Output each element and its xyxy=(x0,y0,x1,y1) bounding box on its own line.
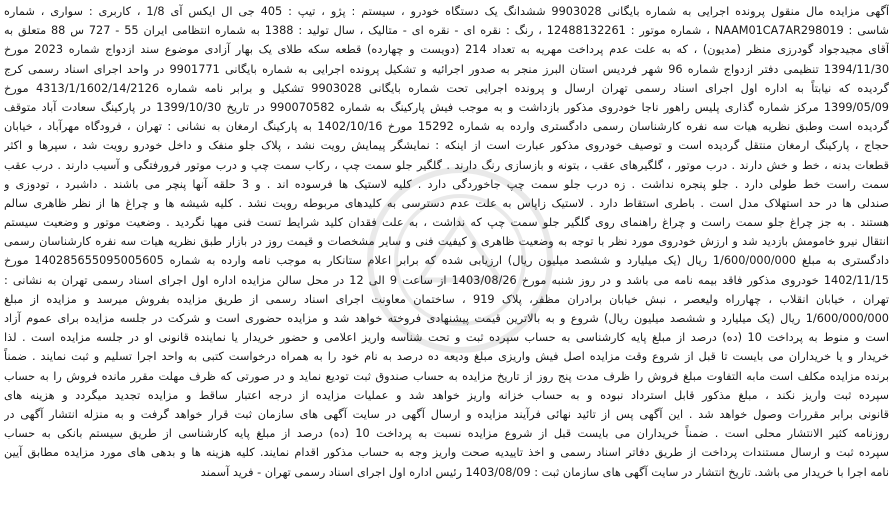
notice-line: روزنامه کثیر الانتشار محلی است . ضمناً خریداران می بایست قبل از شروع مزایده نسبت به پرداخت 10 (ده) درصد از مبلغ پایه کارشناسی از طریق سیستم بانکی به حساب xyxy=(4,427,889,441)
notice-line: انتقال نیرو خامومش بازدید شد و ارزش خودروی مورد نظر با توجه به وضعیت ظاهری و کیفیت فنی و سایر مشخصات و قیمت روز در بازار طبق نظریه هیات سه نفره کارشناسان رسمی xyxy=(4,235,889,249)
notice-line: قانونی برابر مقررات وصول خواهد شد . این آگهی پس از تائید نهائی فرآیند مزایده و ارسال آگهی در سایت آگهی های سازمان ثبت قرار خواهد گرفت و به منزله انتشار آگهی در xyxy=(4,407,889,421)
notice-line: 1/600/000/000 ریال (یک میلیارد و ششصد میلیون ریال) شروع و به بالاترین قیمت پیشنهادی فروخته خواهد شد و مزایده حضوری است و شرکت در جلسه مزایده برای عموم آزاد xyxy=(4,312,889,325)
notice-line: 1394/11/30 تنظیمی دفتر ازدواج شماره 96 شهر فردیس استان البرز منجر به صدور اجرائیه و تشکیل پرونده اجرایی به شماره بایگانی 9901771 در واحد اجرای اسناد رسمی کرج xyxy=(4,62,889,76)
notice-line: حجاج ، پارکینگ ارمغان منتقل گردیده است و توصیف خودروی مذکور عبارت است از اینکه : نمایشگر پیمایش رویت نشد ، پلاک جلو منفک و داخل خودرو رویت شد ، سپرها و اکثر xyxy=(4,139,889,153)
notice-line: خریدار و یا خریداران می بایست تا قبل از شروع وقت مزایده اصل فیش واریزی مبلغ ودیعه ده درصد به نام خود را به همراه درخواست کتبی به واحد اجرا تسلیم و ثبت نمایند . ضمناً xyxy=(4,350,889,364)
notice-line: آقای مجیدجواد گودرزی منظر (مدیون) ، که به علت عدم پرداخت مهریه به تعداد 214 (دویست و چهارده) قطعه سکه طلای یک بهار آزادی موضوع سند ازدواج شماره 2023 مورخ xyxy=(4,43,889,57)
notice-line: نامه اجرا با خریدار می باشد. تاریخ انتشار در سایت آگهی های سازمان ثبت : 1403/08/09 رئیس اداره اول اجرای اسناد رسمی تهران - فرید آسمند xyxy=(200,465,889,479)
notice-line: 1402/11/15 خودروی مذکور فاقد بیمه نامه می باشد و در روز شنبه مورخ 1403/08/26 از ساعت 9 الی 12 در محل سالن مزایده اداره اول اجرای اسناد رسمی تهران به نشانی : xyxy=(4,273,889,287)
notice-line: سپرده ثبت واریز نکند ، مبلغ مذکور قابل استرداد نبوده و به حساب خزانه واریز خواهد شد و عملیات مزایده از درجه اعتبار ساقط و مزایده تجدید میگردد و هزینه های xyxy=(4,388,889,402)
notice-line: است و منوط به پرداخت 10 (ده) درصد از مبلغ پایه کارشناسی به حساب سپرده ثبت و تحت شناسه واریز اعلامی و حضور خریدار یا نماینده قانونی او در جلسه مزایده است . لذا xyxy=(4,331,889,345)
notice-line: گردیده که نیابتاً به اداره اول اجرای اسناد رسمی تهران ارسال و پرونده اجرایی تحت شماره بایگانی 9903028 تشکیل و برابر نامه شماره 4313/1/1602/14/2126 مورخ xyxy=(4,81,889,95)
notice-line: شاسی : NAAM01CA7AR298019 ، شماره موتور : 12488132261 ، رنگ : نقره ای - نقره ای - متالیک ، سال تولید : 1388 به شماره انتظامی ایران 55 - 727 س 88 متعلق به xyxy=(4,24,889,38)
notice-line: قطعات بدنه ، خط و خش دارند . درب موتور ، گلگیرهای عقب ، بتونه و بازسازی رنگ دارند . گلگیر جلو سمت چپ ، رکاب سمت چپ و درب موتور فرورفتگی و آسیب دارند . درب عقب xyxy=(4,158,889,172)
notice-line: 1399/05/09 مرکز شماره گذاری پلیس راهور ناجا خودروی مذکور بازداشت و به موجب فیش پارکینگ به شماره 990070582 در تاریخ 1399/10/30 در پارکینگ سعادت آباد متوقف xyxy=(4,100,889,114)
notice-line: برنده مزایده مکلف است مابه التفاوت مبلغ فروش را ظرف مدت پنج روز از تاریخ مزایده به حساب صندوق ثبت تودیع نماید و در صورتی که ظرف مهلت مقرر مانده فروش را به حساب xyxy=(4,369,889,383)
notice-line: گردیده است وطبق نظریه هیات سه نفره کارشناسان رسمی دادگستری وارده به شماره 15292 مورخ 1402/10/16 به پارکینگ ارمغان به نشانی : تهران ، فرودگاه مهرآباد ، خیابان xyxy=(4,120,889,134)
notice-line: صندلی ها در حد استهلاک مدل است . باطری استقاط دارد . لاستیک زاپاس به علت عدم دسترسی به کلیدهای مربوطه رویت نشد . کلیه شیشه ها و چراغ ها از نظر ظاهری سالم xyxy=(4,196,889,210)
notice-line: سپرده ثبت و ارسال مستندات پرداخت از طریق دفاتر اسناد رسمی و اخذ تاییدیه صحت واریز وجه به حساب مذکور اقدام نمایند. کلیه هزینه ها و بدهی های مورد مزایده مطابق آیین xyxy=(4,446,889,460)
notice-line: هستند . به جز چراغ جلو سمت راست و چراغ راهنمای روی گلگیر جلو سمت چپ که نداشت ، به علت فقدان کلید شرایط تست فنی مهیا نگردید . وضعیت موتور و وضعیت سیستم xyxy=(4,216,889,230)
notice-line: تهران ، خیابان انقلاب ، چهارراه ولیعصر ، نبش خیابان برادران مظفر، پلاک 919 ، ساختمان معاونت اجرای اسناد رسمی از طریق مزایده بفروش میرسد و مزایده از مبلغ xyxy=(4,292,889,306)
notice-line: آگهی مزایده مال منقول پرونده اجرایی به شماره بایگانی 9903028 ششدانگ یک دستگاه خودرو ، سیستم : پژو ، تیپ : 405 جی ال ایکس آی 1/8 ، کاربری : سواری ، شماره xyxy=(4,5,889,18)
notice-line: سمت راست خط طولی دارد . جلو پنجره نداشت . زه درب جلو سمت چپ جاخوردگی دارد . کلیه لاستیک ها فرسوده اند . و 3 حلقه آنها پنچر می باشند . داشبرد ، تودوزی و xyxy=(4,177,889,191)
notice-line: دادگستری به مبلغ 1/600/000/000 ریال (یک میلیارد و ششصد میلیون ریال) ارزیابی شده که برابر اعلام ستانکار به موجب نامه وارده به شماره 140285655095005605 مورخ xyxy=(4,254,889,268)
